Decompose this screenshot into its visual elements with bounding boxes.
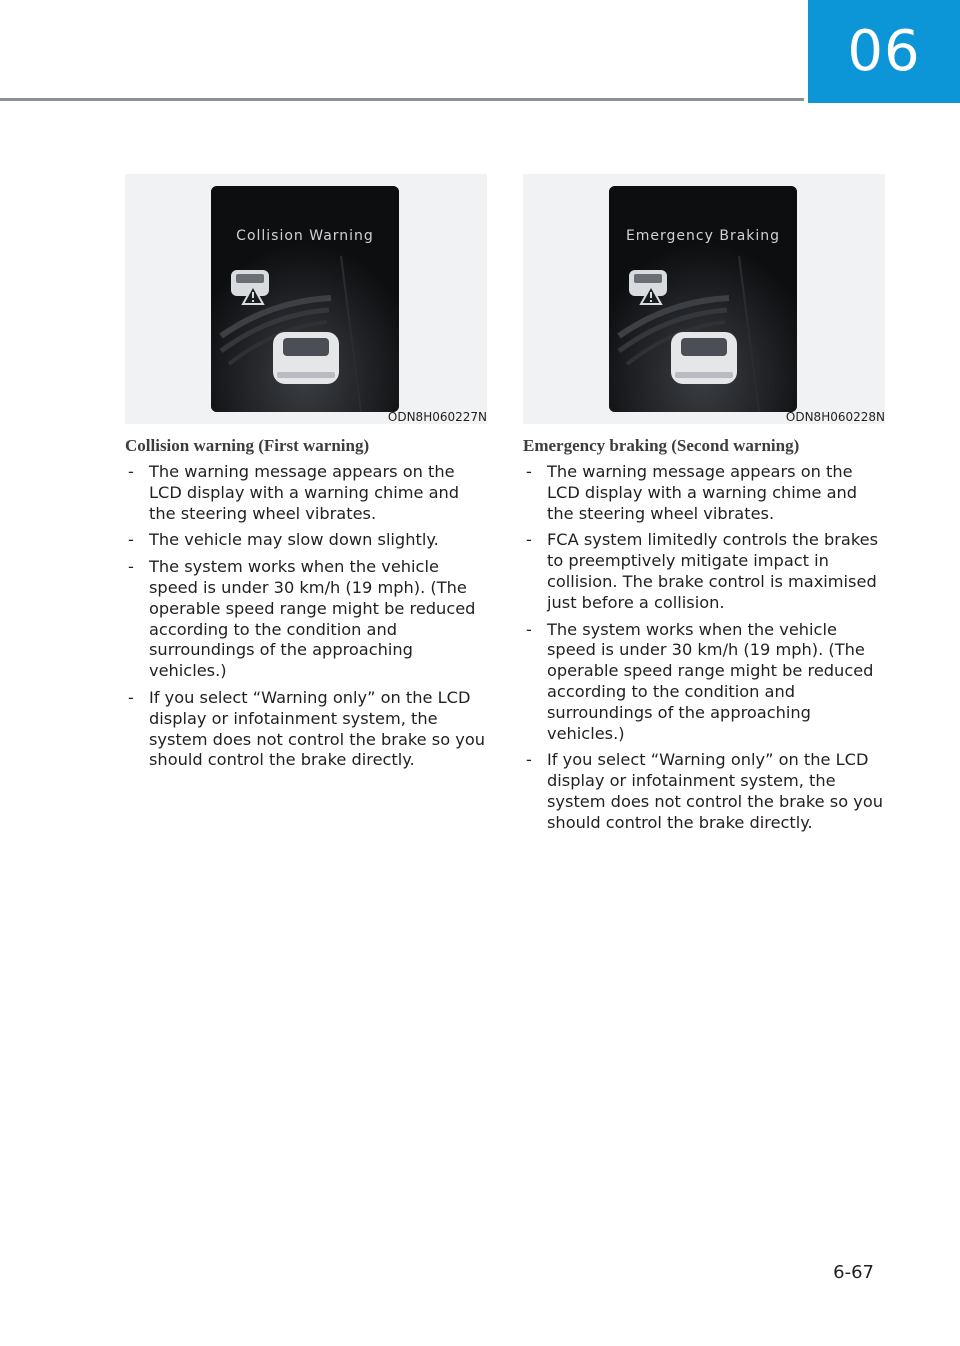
figure-code: ODN8H060227N: [387, 410, 487, 424]
display-illustration: [609, 186, 797, 412]
chapter-tab: 06: [808, 0, 960, 103]
cluster-display: [609, 186, 797, 412]
header-rule: [0, 98, 804, 101]
list-item: - If you select “Warning only” on the LCD display or infotainment system, the system does not control the brake so you should control the brake directly.: [128, 687, 485, 770]
screen-title: Emergency Braking: [625, 228, 781, 244]
list-item: - The system works when the vehicle speed is under 30 km/h (19 mph). (The operable speed range might be reduced according to the condition and surroundings of the approaching vehicles.): [128, 557, 476, 681]
left-column: [125, 174, 487, 777]
list-item: - The vehicle may slow down slightly.: [128, 530, 439, 550]
cluster-display: [211, 186, 399, 412]
screen-title: Collision Warning: [236, 228, 374, 244]
list-item: - The warning message appears on the LCD display with a warning chime and the steering wheel vibrates.: [128, 462, 460, 523]
figure-code: ODN8H060228N: [785, 410, 885, 424]
collision-warning-figure: [125, 174, 487, 424]
own-car-icon: [273, 332, 339, 384]
section-heading: Collision warning (First warning): [125, 436, 370, 455]
page-number: 6-67: [833, 1262, 874, 1283]
emergency-braking-figure: [523, 174, 885, 424]
list-item: - FCA system limitedly controls the brakes to preemptively mitigate impact in collision. The brake control is maximised just before a collision.: [526, 530, 879, 612]
list-item: - If you select “Warning only” on the LCD display or infotainment system, the system does not control the brake so you should control the brake directly.: [526, 750, 883, 832]
own-car-icon: [671, 332, 737, 384]
bullet-list: [523, 462, 885, 834]
bullet-list: [125, 462, 487, 771]
right-column: [523, 174, 885, 840]
display-illustration: [211, 186, 399, 412]
list-item: - The system works when the vehicle speed is under 30 km/h (19 mph). (The operable speed range might be reduced according to the condition and surroundings of the approaching vehicles.): [526, 619, 874, 743]
list-item: - The warning message appears on the LCD display with a warning chime and the steering wheel vibrates.: [526, 462, 858, 523]
section-heading: Emergency braking (Second warning): [523, 436, 800, 455]
